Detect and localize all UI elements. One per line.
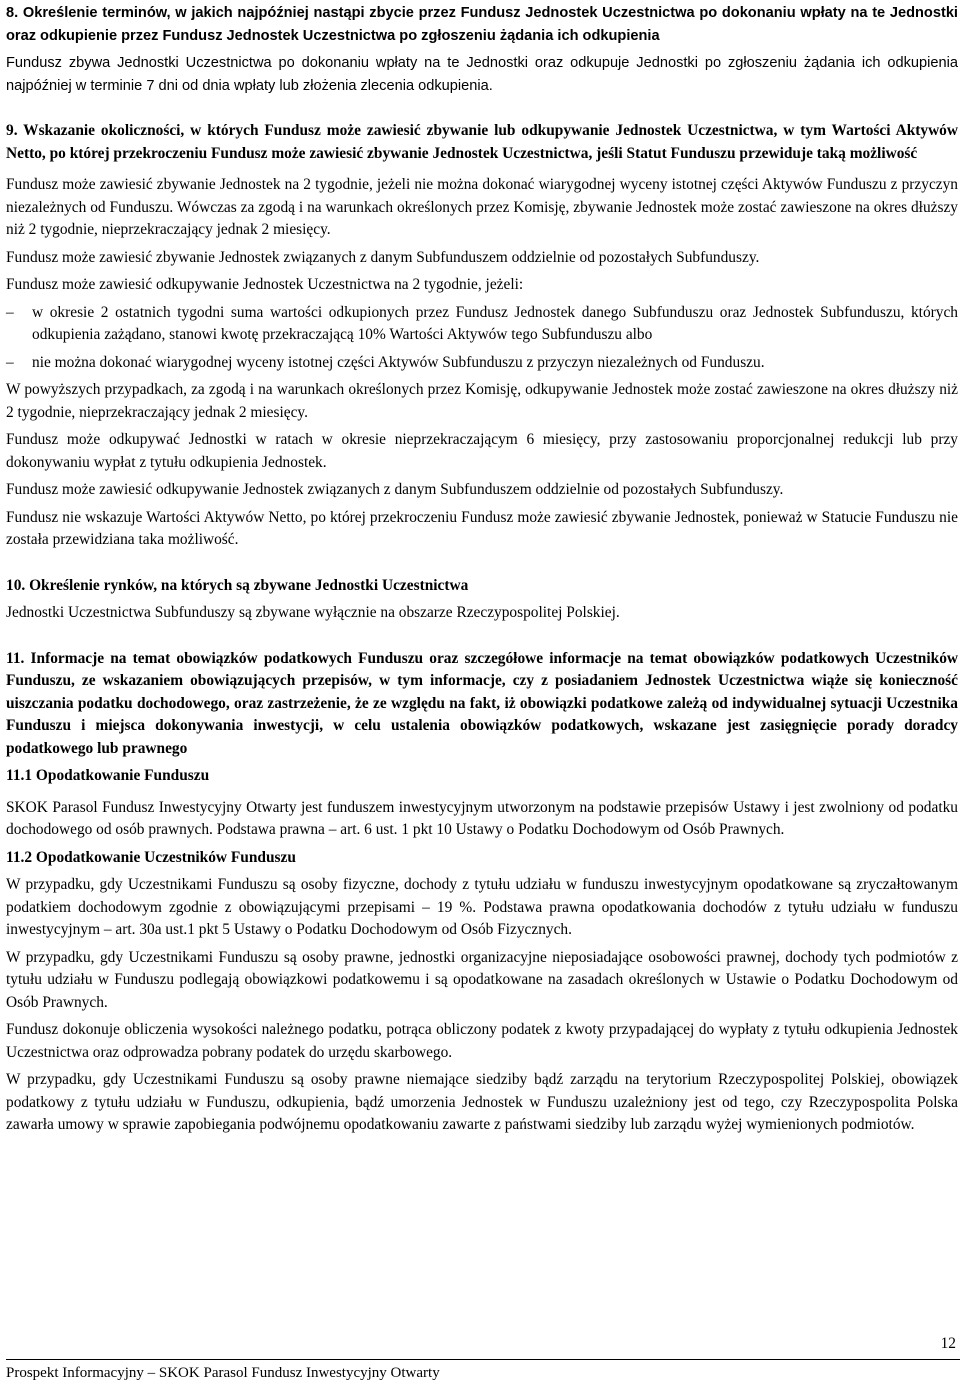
section-11-1-heading: 11.1 Opodatkowanie Funduszu xyxy=(6,767,210,784)
section-9-paragraph: Fundusz może odkupywać Jednostki w ratach w okresie nieprzekraczającym 6 miesięcy, przy zastosowaniu proporcjonalnej redukcji lub przy dokonywaniu wypłat z tytułu odkupienia Jednostek. xyxy=(6,431,958,471)
list-item-text: w okresie 2 ostatnich tygodni suma wartości odkupionych przez Fundusz Jednostek danego Subfunduszu oraz Jednostek Subfunduszu, których odkupienia zażądano, stanowi kwotę przekraczającą 10% Wartości Aktywów tego Subfunduszu albo xyxy=(32,303,958,343)
dash-bullet: – xyxy=(6,303,14,321)
footer-text: Prospekt Informacyjny – SKOK Parasol Fundusz Inwestycyjny Otwarty xyxy=(6,1365,440,1381)
section-11-2-paragraph: W przypadku, gdy Uczestnikami Funduszu są osoby fizyczne, dochody z tytułu udziału w funduszu inwestycyjnym opodatkowane są zryczałtowanym podatkiem dochodowym zgodnie z obowiązującymi przepisami – 19 %. Podstawa prawna opodatkowania dochodów z tytułu udziału w funduszu inwestycyjnym – art. 30a ust.1 pkt 5 Ustawy o Podatku Dochodowym od Osób Fizycznych. xyxy=(6,876,958,938)
list-item-text: nie można dokonać wiarygodnej wyceny istotnej części Aktywów Subfunduszu z przyczyn niezależnych od Funduszu. xyxy=(32,353,765,371)
list-item xyxy=(6,302,958,347)
section-9-paragraph: Fundusz może zawiesić zbywanie Jednostek związanych z danym Subfunduszem oddzielnie od pozostałych Subfunduszy. xyxy=(6,248,760,266)
section-11-2-paragraph: W przypadku, gdy Uczestnikami Funduszu są osoby prawne niemające siedziby bądź zarządu na terytorium Rzeczypospolitej Polskiej, obowiązek podatkowy z tytułu udziału w Funduszu, odkupienia, bądź umorzenia Jednostek w Funduszu uzależniony jest od tego, czy Rzeczypospolita Polska zawarła umowy w sprawie zapobiegania podwójnemu opodatkowaniu zawarte z państwami siedziby lub zarządu wyżej wymienionych podmiotów. xyxy=(6,1071,958,1133)
page-content xyxy=(6,2,958,1137)
footer-divider xyxy=(6,1359,960,1360)
section-8-paragraph: Fundusz zbywa Jednostki Uczestnictwa po dokonaniu wpłaty na te Jednostki oraz odkupuje Jednostki po zgłoszeniu żądania ich odkupienia najpóźniej w terminie 7 dni od dnia wpłaty lub złożenia zlecenia odkupienia. xyxy=(6,55,958,94)
section-10-heading: 10. Określenie rynków, na których są zbywane Jednostki Uczestnictwa xyxy=(6,576,469,594)
section-11-2-paragraph: Fundusz dokonuje obliczenia wysokości należnego podatku, potrąca obliczony podatek z kwoty przypadającej do wypłaty z tytułu odkupienia Jednostek Uczestnictwa oraz odprowadza pobrany podatek do urzędu skarbowego. xyxy=(6,1021,958,1061)
section-9-paragraph: Fundusz nie wskazuje Wartości Aktywów Netto, po której przekroczeniu Fundusz może zawiesić zbywanie Jednostek, ponieważ w Statucie Funduszu nie została przewidziana taka możliwość. xyxy=(6,508,958,548)
section-9-paragraph: Fundusz może zawiesić zbywanie Jednostek na 2 tygodnie, jeżeli nie można dokonać wiarygodnej wyceny istotnej części Aktywów Funduszu z przyczyn niezależnych od Funduszu. Wówczas za zgodą i na warunkach określonych przez Komisję, zbywanie Jednostek może zostać zawieszone na okres dłuższy niż 2 tygodnie, nieprzekraczający jednak 2 miesięcy. xyxy=(6,176,958,238)
section-11-2-paragraph: W przypadku, gdy Uczestnikami Funduszu są osoby prawne, jednostki organizacyjne nieposiadające osobowości prawnej, dochody tych podmiotów z tytułu udziału w Funduszu podlegają obowiązkowi podatkowemu i są opodatkowane na zasadach określonych w Ustawie o Podatku Dochodowym od Osób Prawnych. xyxy=(6,948,958,1011)
section-8-heading: 8. Określenie terminów, w jakich najpóźniej nastąpi zbycie przez Fundusz Jednostek Uczestnictwa po dokonaniu wpłaty na te Jednostki oraz odkupienie przez Fundusz Jednostek Uczestnictwa po zgłoszeniu żądania ich odkupienia xyxy=(6,5,958,44)
section-9-paragraph: Fundusz może zawiesić odkupywanie Jednostek związanych z danym Subfunduszem oddzielnie od pozostałych Subfunduszy. xyxy=(6,481,784,498)
section-10-paragraph: Jednostki Uczestnictwa Subfunduszy są zbywane wyłącznie na obszarze Rzeczypospolitej Polskiej. xyxy=(6,604,620,621)
page-number: 12 xyxy=(940,1335,956,1352)
section-9-heading: 9. Wskazanie okoliczności, w których Fundusz może zawiesić zbywanie lub odkupywanie Jednostek Uczestnictwa, w tym Wartości Aktywów Netto, po której przekroczeniu Fundusz może zawiesić zbywanie Jednostek Uczestnictwa, jeśli Statut Funduszu przewiduje taką możliwość xyxy=(6,122,958,162)
section-11-2-heading: 11.2 Opodatkowanie Uczestników Funduszu xyxy=(6,848,296,866)
list-item xyxy=(6,352,958,375)
section-9-paragraph: W powyższych przypadkach, za zgodą i na warunkach określonych przez Komisję, odkupywanie Jednostek może zostać zawieszone na okres dłuższy niż 2 tygodnie, nieprzekraczający jednak 2 miesięcy. xyxy=(6,381,958,421)
dash-bullet: – xyxy=(6,353,14,371)
section-11-heading: 11. Informacje na temat obowiązków podatkowych Funduszu oraz szczegółowe informacje na temat obowiązków podatkowych Uczestników Funduszu, ze wskazaniem obowiązujących przepisów, w tym informacje, czy z posiadaniem Jednostek Uczestnictwa wiąże się konieczność uiszczania podatku dochodowego, oraz zastrzeżenie, że ze względu na fakt, iż obowiązki podatkowe zależą od indywidualnej sytuacji Uczestnika Funduszu i miejsca dokonywania inwestycji, w celu ustalenia obowiązków podatkowych, wskazane jest zasięgnięcie porady doradcy podatkowego lub prawnego xyxy=(6,649,958,757)
section-11-1-paragraph: SKOK Parasol Fundusz Inwestycyjny Otwarty jest funduszem inwestycyjnym utworzonym na podstawie przepisów Ustawy i jest zwolniony od podatku dochodowego od osób prawnych. Podstawa prawna – art. 6 ust. 1 pkt 10 Ustawy o Podatku Dochodowym od Osób Prawnych. xyxy=(6,798,958,838)
section-9-paragraph: Fundusz może zawiesić odkupywanie Jednostek Uczestnictwa na 2 tygodnie, jeżeli: xyxy=(6,276,524,293)
